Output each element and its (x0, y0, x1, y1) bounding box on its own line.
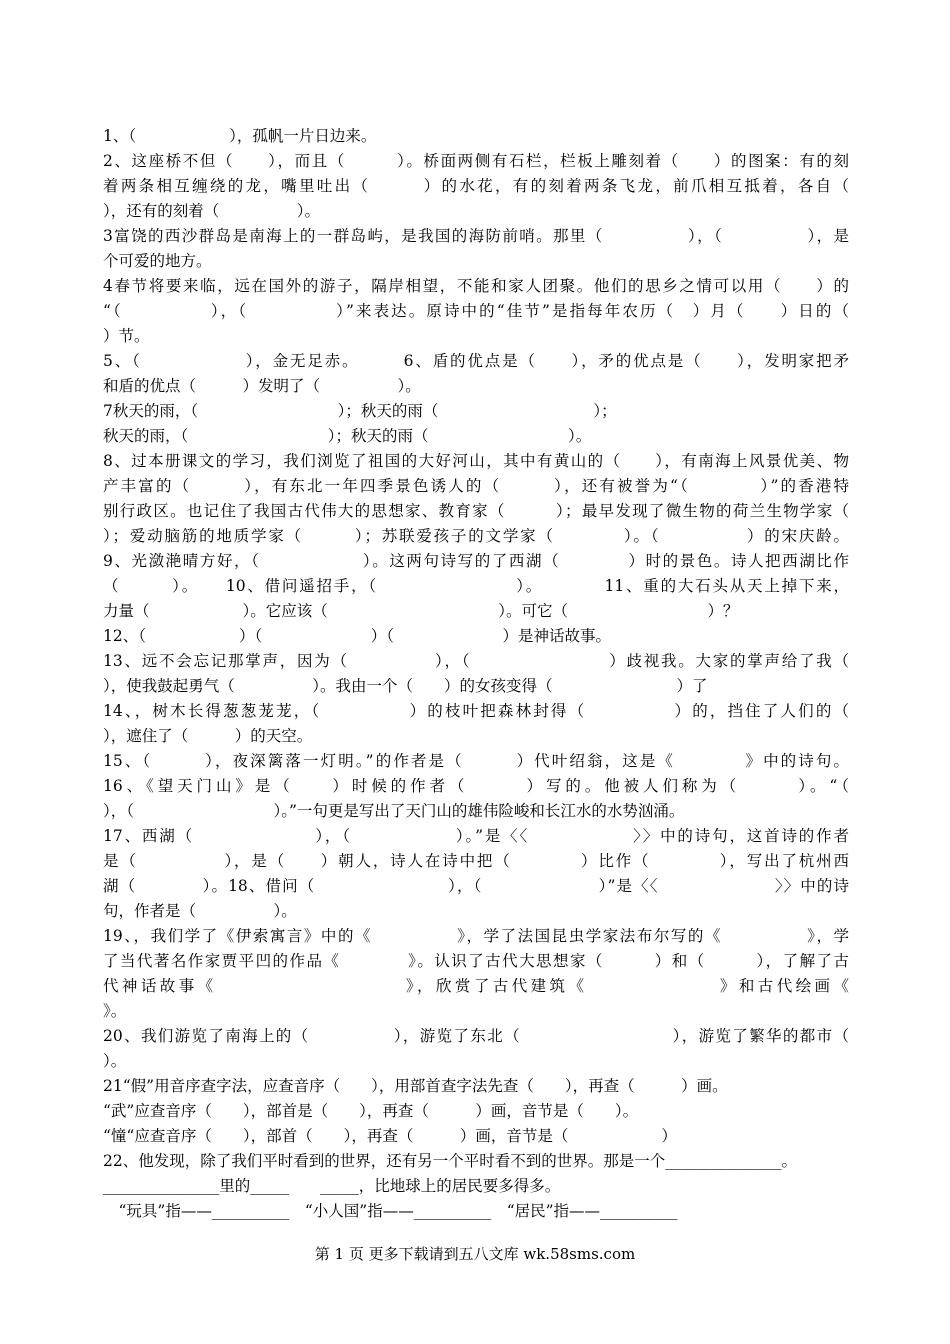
text-line: 17、西湖（ ），（ ）。”是〈〈 〉〉中的诗句，这首诗的作者 (103, 827, 849, 845)
text-line: 5、（ ），金无足赤。 6、盾的优点是（ ），矛的优点是（ ），发明家把矛 (103, 352, 849, 370)
text-line: 21“假”用音序查字法，应查音序（ ），用部首查字法先查（ ），再查（ ）画。 (103, 1077, 728, 1095)
text-line: 和盾的优点（ ）发明了（ ）。 (103, 377, 421, 395)
text-line: “武”应查音序（ ），部首是（ ），再查（ ）画，音节是（ ）。 (103, 1102, 639, 1120)
text-line: 12、（ ）（ ）（ ）是神话故事。 (103, 627, 611, 645)
text-line: 9、光潋滟晴方好，（ ）。这两句诗写的了西湖（ ）时的景色。诗人把西湖比作 (103, 552, 849, 570)
text-line: 15、（ ），夜深篱落一灯明。”的作者是（ ）代叶绍翁，这是《 》中的诗句。 (103, 752, 849, 770)
text-line: 力量（ ）。它应该（ ）。可它（ ）？ (103, 602, 739, 620)
text-line: 8、过本册课文的学习，我们浏览了祖国的大好河山，其中有黄山的（ ），有南海上风景优美、物 (103, 452, 849, 470)
text-line: 14、，树木长得葱葱茏茏，（ ）的枝叶把森林封得（ ）的，挡住了人们的（ (103, 702, 849, 720)
text-line: 湖（ ）。18、借问（ ），（ ）”是〈〈 〉〉中的诗 (103, 877, 849, 895)
text-line: 是（ ），是（ ）朝人，诗人在诗中把（ ）比作（ ），写出了杭州西 (103, 852, 849, 870)
text-line: 秋天的雨，（ ）；秋天的雨（ ）。 (103, 427, 592, 445)
text-line: 22、他发现，除了我们平时看到的世界，还有另一个平时看不到的世界。那是一个_______________。 (103, 1152, 797, 1170)
text-line: “憧“应查音序（ ），部首（ ），再查（ ）画，音节是（ ） (103, 1127, 677, 1145)
text-line: 13、远不会忘记那掌声，因为（ ），（ ）歧视我。大家的掌声给了我（ (103, 652, 849, 670)
text-line: ），使我鼓起勇气（ ）。我由一个（ ）的女孩变得（ ）了 (103, 677, 708, 695)
text-line: 2、这座桥不但（ ），而且（ ）。桥面两侧有石栏，栏板上雕刻着（ ）的图案：有的刻 (103, 152, 849, 170)
page-footer: 第 1 页 更多下载请到五八文库 wk.58sms.com (314, 1245, 636, 1263)
text-line: ）。 (103, 1052, 127, 1070)
text-line: “（ ），（ ）”来表达。原诗中的“佳节”是指每年农历（ ）月（ ）日的（ (103, 302, 849, 320)
text-line: _______________里的_____ _____，比地球上的居民要多得多。 (103, 1177, 561, 1195)
text-line: 20、我们游览了南海上的（ ），游览了东北（ ），游览了繁华的都市（ (103, 1027, 849, 1045)
text-line: 7秋天的雨，（ ）；秋天的雨（ ）； (103, 402, 617, 420)
text-line: ），（ ）。”一句更是写出了天门山的雄伟险峻和长江水的水势汹涌。 (103, 802, 685, 820)
text-line: （ ）。 10、借问遥招手，（ ）。 11、重的大石头从天上掉下来， (103, 577, 849, 595)
text-line: 句，作者是（ ）。 (103, 902, 297, 920)
text-line: ），还有的刻着（ ）。 (103, 202, 321, 220)
text-line: 4春节将要来临，远在国外的游子，隔岸相望，不能和家人团聚。他们的思乡之情可以用（ ）的 (103, 277, 849, 295)
text-line: “玩具”指——__________ “小人国”指——__________ “居民”指——__________ (103, 1202, 678, 1220)
text-line: 别行政区。也记住了我国古代伟大的思想家、教育家（ ）；最早发现了微生物的荷兰生物学家（ (103, 502, 849, 520)
text-line: 着两条相互缠绕的龙，嘴里吐出（ ）的水花，有的刻着两条飞龙，前爪相互抵着，各自（ (103, 177, 849, 195)
text-line: 代神话故事《 》，欣赏了古代建筑《 》和古代绘画《 (103, 977, 849, 995)
text-line: ）；爱动脑筋的地质学家（ ）；苏联爱孩子的文学家（ ）。（ ）的宋庆龄。 (103, 527, 849, 545)
text-line: 了当代著名作家贾平凹的作品《 》。认识了古代大思想家（ ）和（ ），了解了古 (103, 952, 849, 970)
text-line: 》。 (103, 1002, 127, 1020)
text-line: 1、（ ），孤帆一片日边来。 (103, 127, 377, 145)
text-line: ），遮住了（ ）的天空。 (103, 727, 313, 745)
text-line: 19、，我们学了《伊索寓言》中的《 》，学了法国昆虫学家法布尔写的《 》，学 (103, 927, 849, 945)
text-line: 个可爱的地方。 (103, 252, 212, 270)
text-line: 3富饶的西沙群岛是南海上的一群岛屿，是我国的海防前哨。那里（ ），（ ），是 (103, 227, 849, 245)
text-line: ）节。 (103, 327, 150, 345)
text-line: 16、《望天门山》是（ ）时候的作者（ ）写的。他被人们称为（ ）。“（ (103, 777, 849, 795)
text-line: 产丰富的（ ），有东北一年四季景色诱人的（ ），还有被誉为“（ ）”的香港特 (103, 477, 849, 495)
worksheet-body (103, 124, 849, 1224)
